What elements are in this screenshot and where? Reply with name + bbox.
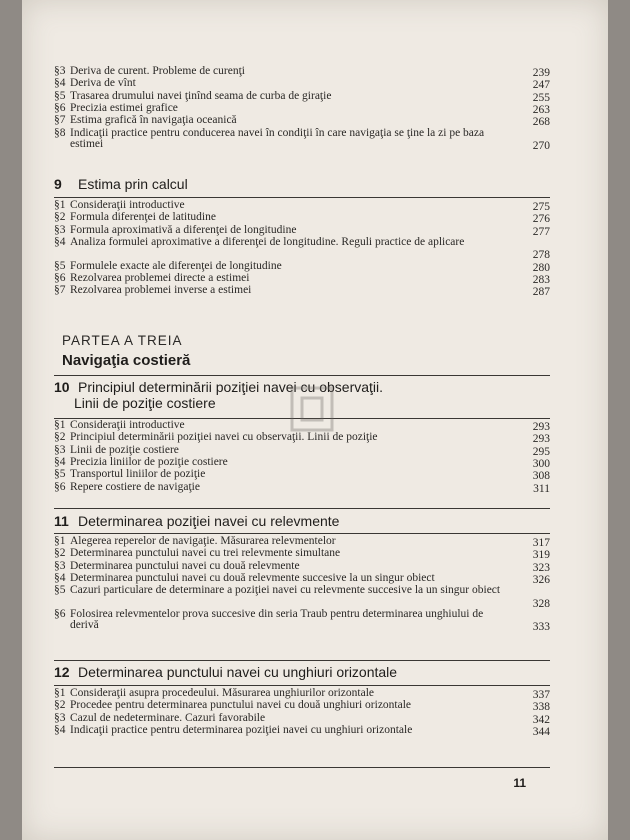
section-number: §2	[54, 211, 66, 224]
toc-entry	[54, 585, 550, 610]
section-page: 295	[532, 445, 550, 458]
section-page: 308	[532, 470, 550, 483]
chapter-number: 10	[54, 379, 70, 395]
section-number: §1	[54, 199, 66, 211]
section-page: 270	[532, 139, 550, 152]
section-number: §3	[54, 65, 66, 77]
section-page: 283	[532, 273, 550, 286]
section-title: Repere costiere de navigaţie	[70, 480, 200, 493]
section-title: Determinarea punctului navei cu trei relevmente simultane	[70, 547, 341, 560]
section-number: §6	[54, 101, 66, 114]
toc-entry	[54, 285, 550, 298]
section-title: Estima grafică în navigaţia oceanică	[70, 114, 237, 127]
section-page: 239	[532, 67, 550, 79]
section-number: §7	[54, 114, 66, 127]
chapter-heading	[54, 513, 550, 529]
section-page: 255	[532, 91, 550, 104]
part-title: Navigaţia costieră	[62, 352, 191, 369]
section-page: 319	[532, 549, 550, 562]
section-title: Rezolvarea problemei directe a estimei	[70, 271, 250, 284]
section-page: 344	[532, 725, 550, 738]
chapter-title: Determinarea poziţiei navei cu relevmente	[78, 513, 340, 529]
section-number: §1	[54, 687, 66, 699]
section-title: Rezolvarea problemei inverse a estimei	[70, 284, 252, 297]
section-page: 287	[532, 286, 550, 299]
section-divider	[54, 660, 550, 661]
section-title: Determinarea punctului navei cu două relevmente	[70, 559, 300, 572]
section-divider	[54, 197, 550, 198]
section-title: Procedee pentru determinarea punctului navei cu două unghiuri orizontale	[70, 699, 412, 712]
section-page: 300	[532, 457, 550, 470]
chapter-number: 12	[54, 664, 70, 680]
section-divider	[54, 533, 550, 534]
section-number: §4	[54, 77, 66, 90]
chapter-number: 9	[54, 176, 62, 192]
chapter-heading	[54, 176, 550, 192]
section-title: Principiul determinării poziţiei navei cu observaţii. Linii de poziţie	[70, 431, 378, 444]
section-number: §5	[54, 259, 66, 272]
section-title: Formula aproximativă a diferenţei de longitudine	[70, 223, 297, 236]
section-number: §8	[54, 126, 66, 139]
section-title: Precizia liniilor de poziţie costiere	[70, 455, 228, 468]
toc-entry	[54, 237, 550, 262]
section-number: §3	[54, 443, 66, 456]
chapter-title: Principiul determinării poziţiei navei cu observaţii.	[78, 379, 384, 395]
book-page	[22, 0, 608, 840]
section-page: 278	[532, 249, 550, 262]
section-page: 333	[532, 621, 550, 634]
section-page: 337	[532, 689, 550, 701]
section-title: Trasarea drumului navei ţinînd seama de curba de giraţie	[70, 89, 332, 102]
section-number: §1	[54, 535, 66, 547]
section-number: §4	[54, 723, 66, 736]
toc-entry	[54, 609, 550, 634]
section-number: §1	[54, 419, 66, 431]
section-page: 338	[532, 701, 550, 714]
section-title: Consideraţii asupra procedeului. Măsurarea unghiurilor orizontale	[70, 687, 375, 699]
section-title: Linii de poziţie costiere	[70, 443, 179, 456]
section-title: Indicaţii practice pentru determinarea poziţiei navei cu unghiuri orizontale	[70, 723, 413, 736]
section-number: §5	[54, 468, 66, 481]
section-title: Formulele exacte ale diferenţei de longitudine	[70, 259, 282, 272]
section-divider	[54, 767, 550, 768]
section-number: §2	[54, 699, 66, 712]
toc-entry	[54, 725, 550, 738]
section-number: §3	[54, 711, 66, 724]
section-number: §2	[54, 431, 66, 444]
section-title: Deriva de curent. Probleme de curenţi	[70, 65, 245, 77]
section-title: Deriva de vînt	[70, 77, 136, 90]
section-title: Cazul de nedeterminare. Cazuri favorabile	[70, 711, 266, 724]
section-title: Consideraţii introductive	[70, 419, 185, 431]
section-title: Determinarea punctului navei cu două relevmente succesive la un singur obiect	[70, 571, 435, 584]
section-number: §3	[54, 223, 66, 236]
section-page: 247	[532, 79, 550, 92]
section-page: 342	[532, 713, 550, 726]
section-page: 280	[532, 261, 550, 274]
toc-entry	[54, 128, 550, 153]
section-page: 311	[533, 482, 550, 495]
section-page: 328	[532, 597, 550, 610]
section-number: §4	[54, 571, 66, 584]
section-title: Cazuri particulare de determinare a poziţiei navei cu relevmente succesive la un singur obiect	[70, 584, 501, 597]
section-divider	[54, 685, 550, 686]
section-title: Indicaţii practice pentru conducerea navei în condiţii în care navigaţia se ţine la zi pe baza estimei	[70, 126, 485, 150]
section-title: Formula diferenţei de latitudine	[70, 211, 216, 224]
section-number: §6	[54, 607, 66, 620]
section-page: 268	[532, 116, 550, 129]
section-number: §5	[54, 584, 66, 597]
part-label: PARTEA A TREIA	[62, 333, 183, 348]
section-page: 323	[532, 561, 550, 574]
page-number: 11	[513, 776, 526, 790]
section-title: Folosirea relevmentelor prova succesive din seria Traub pentru determinarea unghiului de derivă	[70, 607, 484, 632]
section-number: §6	[54, 480, 66, 493]
section-number: §2	[54, 547, 66, 560]
section-number: §4	[54, 455, 66, 468]
section-title: Alegerea reperelor de navigaţie. Măsurarea relevmentelor	[70, 535, 336, 547]
section-page: 276	[532, 213, 550, 226]
section-title: Transportul liniilor de poziţie	[70, 468, 206, 481]
section-page: 275	[532, 201, 550, 213]
section-number: §3	[54, 559, 66, 572]
section-number: §6	[54, 271, 66, 284]
chapter-heading	[54, 664, 550, 680]
section-page: 293	[532, 433, 550, 446]
section-page: 317	[532, 537, 550, 549]
section-number: §7	[54, 284, 66, 297]
chapter-number: 11	[54, 513, 69, 529]
section-title: Precizia estimei grafice	[70, 101, 178, 114]
section-divider	[54, 508, 550, 509]
section-page: 263	[532, 103, 550, 116]
section-title: Analiza formulei aproximative a diferenţei de longitudine. Reguli practice de aplicare	[70, 235, 465, 248]
section-number: §4	[54, 235, 66, 248]
section-page: 293	[532, 421, 550, 433]
section-divider	[54, 375, 550, 376]
section-page: 326	[532, 573, 550, 586]
toc-entry	[54, 482, 550, 495]
section-number: §5	[54, 89, 66, 102]
chapter-title: Determinarea punctului navei cu unghiuri orizontale	[78, 664, 398, 680]
watermark-logo	[290, 380, 400, 460]
chapter-title-line2: Linii de poziţie costiere	[74, 395, 216, 411]
section-page: 277	[532, 225, 550, 238]
chapter-title: Estima prin calcul	[78, 176, 188, 192]
section-title: Consideraţii introductive	[70, 199, 185, 211]
